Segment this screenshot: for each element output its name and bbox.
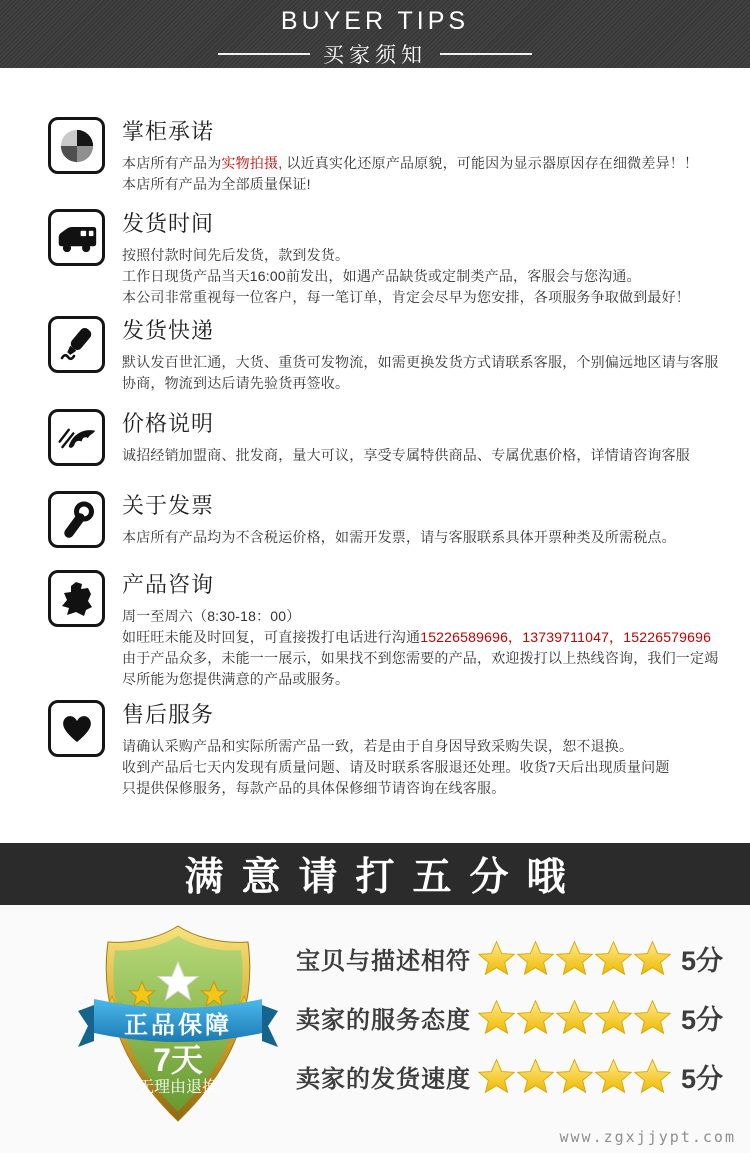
guarantee-shield-badge (78, 921, 278, 1126)
text-segment-highlight: 实物拍摄, (221, 155, 283, 171)
contrast-circle-icon (48, 117, 105, 174)
text-segment: 本店所有产品均为不含税运价格，如需开发票，请与客服联系具体开票种类及所需税点。 (122, 529, 676, 545)
text-segment: 周一至周六（8:30-18：00） (122, 608, 301, 624)
divider-line (440, 53, 532, 55)
section-invoice (48, 489, 724, 548)
section-ship-express (48, 314, 724, 394)
section-title: 发货快递 (122, 318, 215, 343)
header-title-en: BUYER TIPS (280, 7, 470, 35)
website-url: www.zgxjjypt.com (559, 1128, 736, 1146)
section-text-line (122, 648, 721, 690)
star-rating (478, 1058, 671, 1094)
section-ship-time (48, 207, 724, 308)
section-text-line (122, 606, 721, 627)
star-icon (634, 1058, 671, 1094)
section-title: 价格说明 (122, 411, 215, 436)
text-segment: 本店所有产品为全部质量保证! (122, 176, 311, 192)
magnifier-icon (48, 491, 105, 548)
section-text-line (122, 245, 721, 266)
section-text-line (122, 266, 721, 287)
text-segment: 收到产品后七天内发现有质量问题、请及时联系客服退还处理。收货7天后出现质量问题 (122, 759, 670, 775)
star-rating (478, 999, 671, 1035)
heart-icon (48, 700, 105, 757)
banner-text: 满意请打五分哦 (184, 856, 584, 899)
price-swoosh-icon (48, 409, 105, 466)
badge-policy-label: 无理由退换 (137, 1079, 219, 1096)
rating-label: 卖家的服务态度 (296, 1006, 471, 1034)
section-text-line (122, 627, 721, 648)
truck-icon (48, 209, 105, 266)
star-icon (478, 940, 515, 976)
text-segment: 以近真实化还原产品原貌，可能因为显示器原因存在细微差异！！ (282, 155, 699, 171)
star-icon (517, 1058, 554, 1094)
star-icon (517, 940, 554, 976)
map-blob-icon (48, 570, 105, 627)
text-segment: 如旺旺未能及时回复，可直接拨打电话进行沟通 (122, 629, 421, 645)
rating-label: 宝贝与描述相符 (296, 947, 471, 975)
text-segment: 由于产品众多，未能一一展示，如果找不到您需要的产品，欢迎拨打以上热线咨询，我们一定竭尽所能为您提供满意的产品或服务。 (122, 650, 719, 687)
section-text-line (122, 778, 721, 799)
star-icon (517, 999, 554, 1035)
divider-line (218, 53, 310, 55)
section-shop-promise (48, 115, 724, 195)
section-text-line (122, 445, 721, 466)
section-after-sales (48, 698, 724, 799)
text-segment: 默认发百世汇通，大货、重货可发物流，如需更换发货方式请联系客服，个别偏远地区请与客服协商，物流到达后请先验货再签收。 (122, 354, 719, 391)
text-segment: 本店所有产品为 (122, 155, 222, 171)
header-subtitle-row (0, 39, 750, 69)
star-icon (478, 999, 515, 1035)
section-text-line (122, 287, 721, 308)
text-segment: 本公司非常重视每一位客户，每一笔订单，肯定会尽早为您安排，各项服务争取做到最好！ (122, 289, 690, 305)
star-icon (556, 940, 593, 976)
rating-score: 5分 (681, 945, 724, 976)
text-segment: 请确认采购产品和实际所需产品一致，若是由于自身因导致采购失误，恕不退换。 (122, 738, 634, 754)
section-title: 掌柜承诺 (122, 119, 215, 144)
star-icon (556, 999, 593, 1035)
header-subtitle-cn: 买家须知 (323, 44, 427, 67)
section-text-line (122, 174, 721, 195)
ratings-area (0, 905, 750, 1153)
badge-ribbon-label: 正品保障 (124, 1012, 232, 1039)
section-title: 发货时间 (122, 211, 215, 236)
rating-rows (296, 935, 742, 1112)
star-icon (634, 999, 671, 1035)
page-header (0, 0, 750, 68)
five-star-banner (0, 843, 750, 905)
text-segment: 按照付款时间先后发货，款到发货。 (122, 247, 350, 263)
text-segment: 工作日现货产品当天16:00前发出，如遇产品缺货或定制类产品，客服会与您沟通。 (122, 268, 641, 284)
rating-label: 卖家的发货速度 (296, 1065, 471, 1093)
section-text-line (122, 527, 721, 548)
rating-score: 5分 (681, 1004, 724, 1035)
star-icon (634, 940, 671, 976)
star-icon (478, 1058, 515, 1094)
rating-row-shipping (296, 1053, 742, 1099)
section-title: 产品咨询 (122, 572, 215, 597)
section-title: 售后服务 (122, 702, 215, 727)
marker-pen-icon (48, 316, 105, 373)
star-icon (556, 1058, 593, 1094)
rating-row-service (296, 994, 742, 1040)
section-text-line (122, 153, 721, 174)
text-segment: 诚招经销加盟商、批发商，量大可议，享受专属特供商品、专属优惠价格，详情请咨询客服 (122, 447, 690, 463)
star-icon (595, 1058, 632, 1094)
section-title: 关于发票 (122, 493, 215, 518)
section-product-consult (48, 568, 724, 690)
badge-days-label: 7天 (153, 1042, 203, 1078)
section-text-line (122, 757, 721, 778)
star-icon (595, 940, 632, 976)
section-price-note (48, 407, 724, 466)
text-segment: 只提供保修服务，每款产品的具体保修细节请咨询在线客服。 (122, 780, 506, 796)
rating-score: 5分 (681, 1063, 724, 1094)
section-text-line (122, 736, 721, 757)
section-text-line (122, 352, 721, 394)
star-icon (595, 999, 632, 1035)
phone-numbers: 15226589696，13739711047，15226579696 (420, 629, 712, 645)
star-rating (478, 940, 671, 976)
rating-row-description (296, 935, 742, 981)
